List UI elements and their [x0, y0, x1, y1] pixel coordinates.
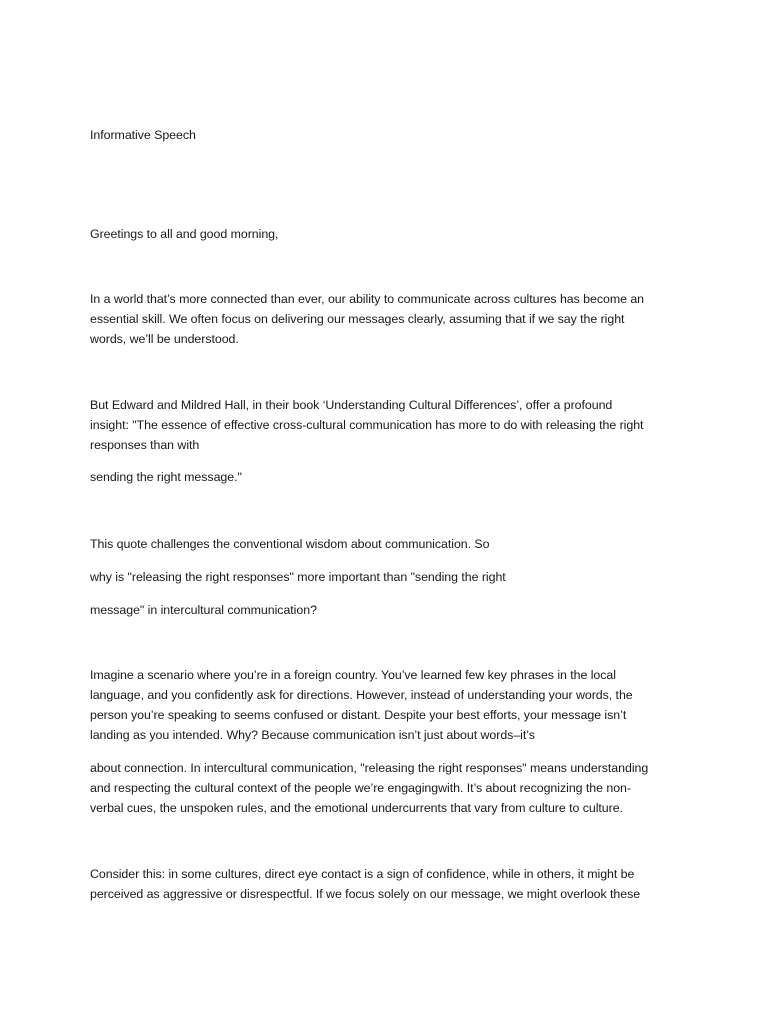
paragraph-intro: In a world that’s more connected than ever, our ability to communicate across cultures has become an essential skill. We often focus on delivering our messages clearly, assuming that if we say the right words, we’ll be understood. [90, 292, 645, 346]
paragraph-quote: But Edward and Mildred Hall, in their book ‘Understanding Cultural Differences’, offer a profound insight: "The essence of effective cross-cultural communication has more to do with releasing the right responses than with [90, 398, 644, 452]
paragraph-consider: Consider this: in some cultures, direct eye contact is a sign of confidence, while in others, it might be perceived as aggressive or disrespectful. If we focus solely on our message, we might overlook these [90, 867, 641, 901]
paragraph-question: why is "releasing the right responses" more important than "sending the right [90, 570, 506, 584]
paragraph-quote-end: sending the right message." [90, 470, 242, 484]
paragraph-scenario: Imagine a scenario where you’re in a foreign country. You’ve learned few key phrases in the local language, and you confidently ask for directions. However, instead of understanding your words, the person you’re speaking to seems confused or distant. Despite your best efforts, your message isn’t landing as you intended. Why? Because communication isn’t just about words–it’s [90, 668, 633, 742]
paragraph-connection: about connection. In intercultural communication, "releasing the right responses" means understanding and respecting the cultural context of the people we’re engagingwith. It’s about recognizing the non- verbal cues, the unspoken rules, and the emotional undercurrents that vary from culture to culture. [90, 761, 649, 815]
document-title: Informative Speech [90, 128, 196, 142]
paragraph-greeting: Greetings to all and good morning, [90, 227, 279, 241]
paragraph-challenge: This quote challenges the conventional wisdom about communication. So [90, 537, 490, 551]
paragraph-question-end: message" in intercultural communication? [90, 603, 317, 617]
